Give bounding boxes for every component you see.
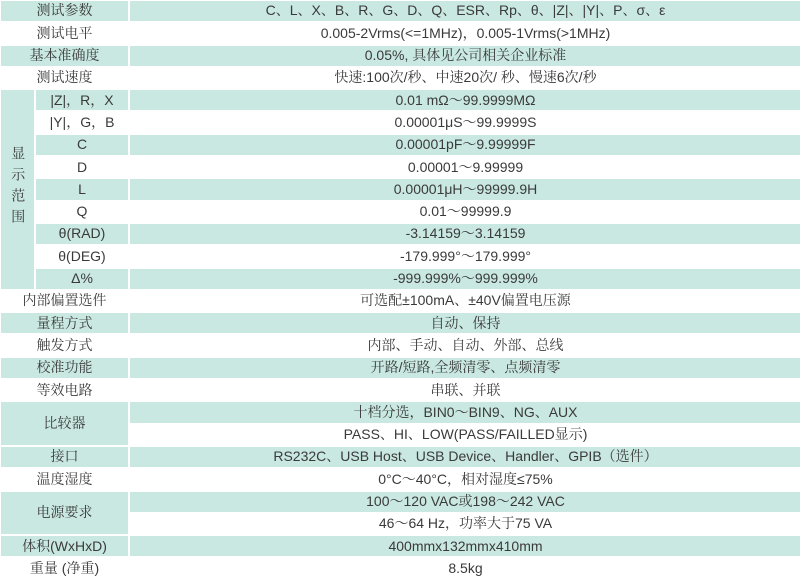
table-row — [0, 468, 800, 490]
table-row — [0, 22, 800, 44]
row-value: 内部、手动、自动、外部、总线 — [129, 334, 800, 356]
row-value: RS232C、USB Host、USB Device、Handler、GPIB（选件） — [129, 446, 800, 468]
row-label: 基本准确度 — [0, 45, 129, 67]
row-value: 0.00001μS～99.9999S — [129, 111, 800, 133]
table-row — [0, 245, 800, 267]
table-row — [0, 290, 800, 312]
table-row — [0, 357, 800, 379]
table-row — [0, 401, 800, 423]
power-label: 电源要求 — [0, 491, 129, 536]
row-label: 校准功能 — [0, 357, 129, 379]
row-label: 等效电路 — [0, 379, 129, 401]
table-row — [0, 134, 800, 156]
row-label: 重量 (净重) — [0, 557, 129, 580]
row-sublabel: θ(DEG) — [35, 245, 129, 267]
table-row — [0, 334, 800, 356]
row-value: 0°C～40°C，相对湿度≤75% — [129, 468, 800, 490]
row-sublabel: C — [35, 134, 129, 156]
row-label: 触发方式 — [0, 334, 129, 356]
row-value: PASS、HI、LOW(PASS/FAILLED显示) — [129, 424, 800, 446]
row-value: 0.005-2Vrms(<=1MHz)，0.005-1Vrms(>1MHz) — [129, 22, 800, 44]
row-value: 可选配±100mA、±40V偏置电压源 — [129, 290, 800, 312]
table-row — [0, 45, 800, 67]
row-value: 0.00001～9.99999 — [129, 156, 800, 178]
table-row — [0, 491, 800, 513]
table-row — [0, 201, 800, 223]
row-value: -3.14159～3.14159 — [129, 223, 800, 245]
row-label: 测试电平 — [0, 22, 129, 44]
row-label: 体积(WxHxD) — [0, 535, 129, 557]
row-value: 0.01～99999.9 — [129, 201, 800, 223]
table-row — [0, 312, 800, 334]
table-row — [0, 446, 800, 468]
row-label: 量程方式 — [0, 312, 129, 334]
row-value: 8.5kg — [129, 557, 800, 580]
table-row — [0, 557, 800, 580]
row-value: 400mmx132mmx410mm — [129, 535, 800, 557]
row-value: C、L、X、B、R、G、D、Q、ESR、Rp、θ、|Z|、|Y|、P、σ、ε — [129, 0, 800, 22]
table-row — [0, 0, 800, 22]
row-label: 测试参数 — [0, 0, 129, 22]
comparator-label: 比较器 — [0, 401, 129, 446]
row-value: 自动、保持 — [129, 312, 800, 334]
row-sublabel: L — [35, 178, 129, 200]
row-value: -179.999°～179.999° — [129, 245, 800, 267]
row-sublabel: |Z|，R，X — [35, 89, 129, 111]
row-value: 快速:100次/秒、中速20次/ 秒、慢速6次/秒 — [129, 67, 800, 89]
row-value: 100～120 VAC或198～242 VAC — [129, 491, 800, 513]
row-value: 0.01 mΩ～99.9999MΩ — [129, 89, 800, 111]
row-sublabel: θ(RAD) — [35, 223, 129, 245]
row-label: 温度湿度 — [0, 468, 129, 490]
table-row — [0, 67, 800, 89]
row-sublabel: D — [35, 156, 129, 178]
row-sublabel: Δ% — [35, 268, 129, 290]
table-row — [0, 111, 800, 133]
row-value: 串联、并联 — [129, 379, 800, 401]
row-value: 十档分选，BIN0～BIN9、NG、AUX — [129, 401, 800, 423]
table-row — [0, 268, 800, 290]
row-value: 0.00001μH～99999.9H — [129, 178, 800, 200]
row-value: -999.999%～999.999% — [129, 268, 800, 290]
row-sublabel: Q — [35, 201, 129, 223]
table-row — [0, 223, 800, 245]
row-value: 0.00001pF～9.99999F — [129, 134, 800, 156]
row-value: 0.05%, 具体见公司相关企业标准 — [129, 45, 800, 67]
row-value: 46～64 Hz，功率大于75 VA — [129, 513, 800, 535]
table-row — [0, 178, 800, 200]
display-range-vertical-text: 显示范围 — [10, 145, 27, 230]
table-row — [0, 535, 800, 557]
row-label: 接口 — [0, 446, 129, 468]
row-label: 测试速度 — [0, 67, 129, 89]
display-range-group-label — [0, 89, 35, 290]
row-sublabel: |Y|，G，B — [35, 111, 129, 133]
row-label: 内部偏置选件 — [0, 290, 129, 312]
table-row — [0, 156, 800, 178]
table-row — [0, 379, 800, 401]
row-value: 开路/短路,全频清零、点频清零 — [129, 357, 800, 379]
table-row — [0, 89, 800, 111]
